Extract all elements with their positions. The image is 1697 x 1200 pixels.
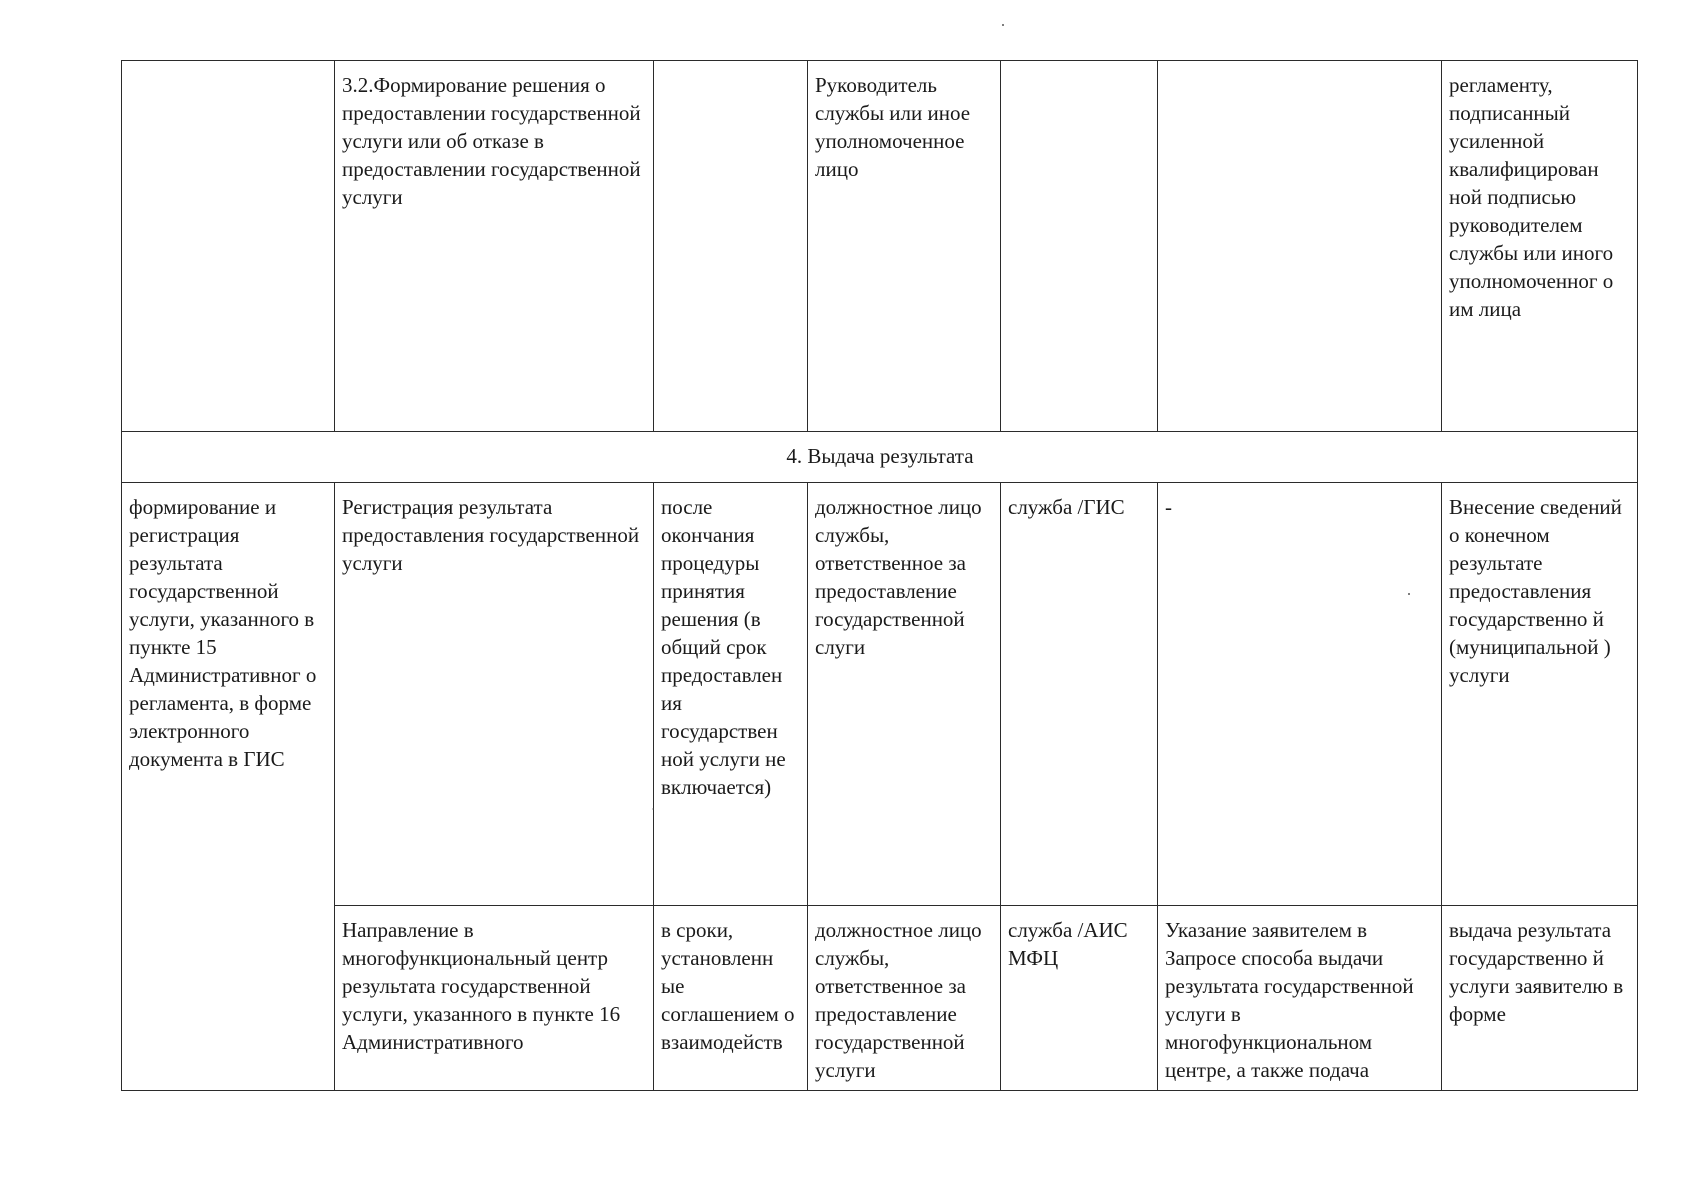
table-cell-deadline: после окончания процедуры принятия решения (в общий срок предоставлен ия государствен ной услуги не включается) [654, 483, 808, 906]
table-row [122, 61, 1638, 432]
table-cell-result: регламенту, подписанный усиленной квалифицирован ной подписью руководителем службы или иного уполномоченног о им лица [1442, 61, 1638, 432]
table-cell-procedure: Регистрация результата предоставления государственной услуги [335, 483, 654, 906]
table-cell-responsible: Руководитель службы или иное уполномоченное лицо [808, 61, 1001, 432]
table-cell-responsible: должностное лицо службы, ответственное за предоставление государственной слуги [808, 483, 1001, 906]
table-row [122, 906, 1638, 1091]
table-cell-responsible: должностное лицо службы, ответственное за предоставление государственной услуги [808, 906, 1001, 1091]
table-cell-basis: формирование и регистрация результата государственной услуги, указанного в пункте 15 Административног о регламента, в форме электронного документа в ГИС [122, 483, 335, 1091]
table-cell-criteria: - [1158, 483, 1442, 906]
scan-speck [652, 808, 654, 810]
table-cell-result: выдача результата государственно й услуги заявителю в форме [1442, 906, 1638, 1091]
section-row [122, 432, 1638, 483]
table-cell-deadline: в сроки, установленн ые соглашением о взаимодейств [654, 906, 808, 1091]
table-cell-place: служба /АИС МФЦ [1001, 906, 1158, 1091]
table-cell-procedure: Направление в многофункциональный центр результата государственной услуги, указанного в пункте 16 Административного [335, 906, 654, 1091]
table-row [122, 483, 1638, 906]
table-cell [122, 61, 335, 432]
table-cell-result: Внесение сведений о конечном результате предоставления государственно й (муниципальной ) услуги [1442, 483, 1638, 906]
scan-speck [1002, 24, 1004, 26]
section-title: 4. Выдача результата [122, 432, 1638, 483]
table-cell-criteria: Указание заявителем в Запросе способа выдачи результата государственной услуги в многофункциональном центре, а также подача [1158, 906, 1442, 1091]
table-cell-place: служба /ГИС [1001, 483, 1158, 906]
table-cell-procedure: 3.2.Формирование решения о предоставлении государственной услуги или об отказе в предоставлении государственной услуги [335, 61, 654, 432]
scan-speck [1408, 593, 1410, 595]
table-cell [1158, 61, 1442, 432]
table-cell [1001, 61, 1158, 432]
table-cell [654, 61, 808, 432]
procedure-table [121, 60, 1638, 1091]
